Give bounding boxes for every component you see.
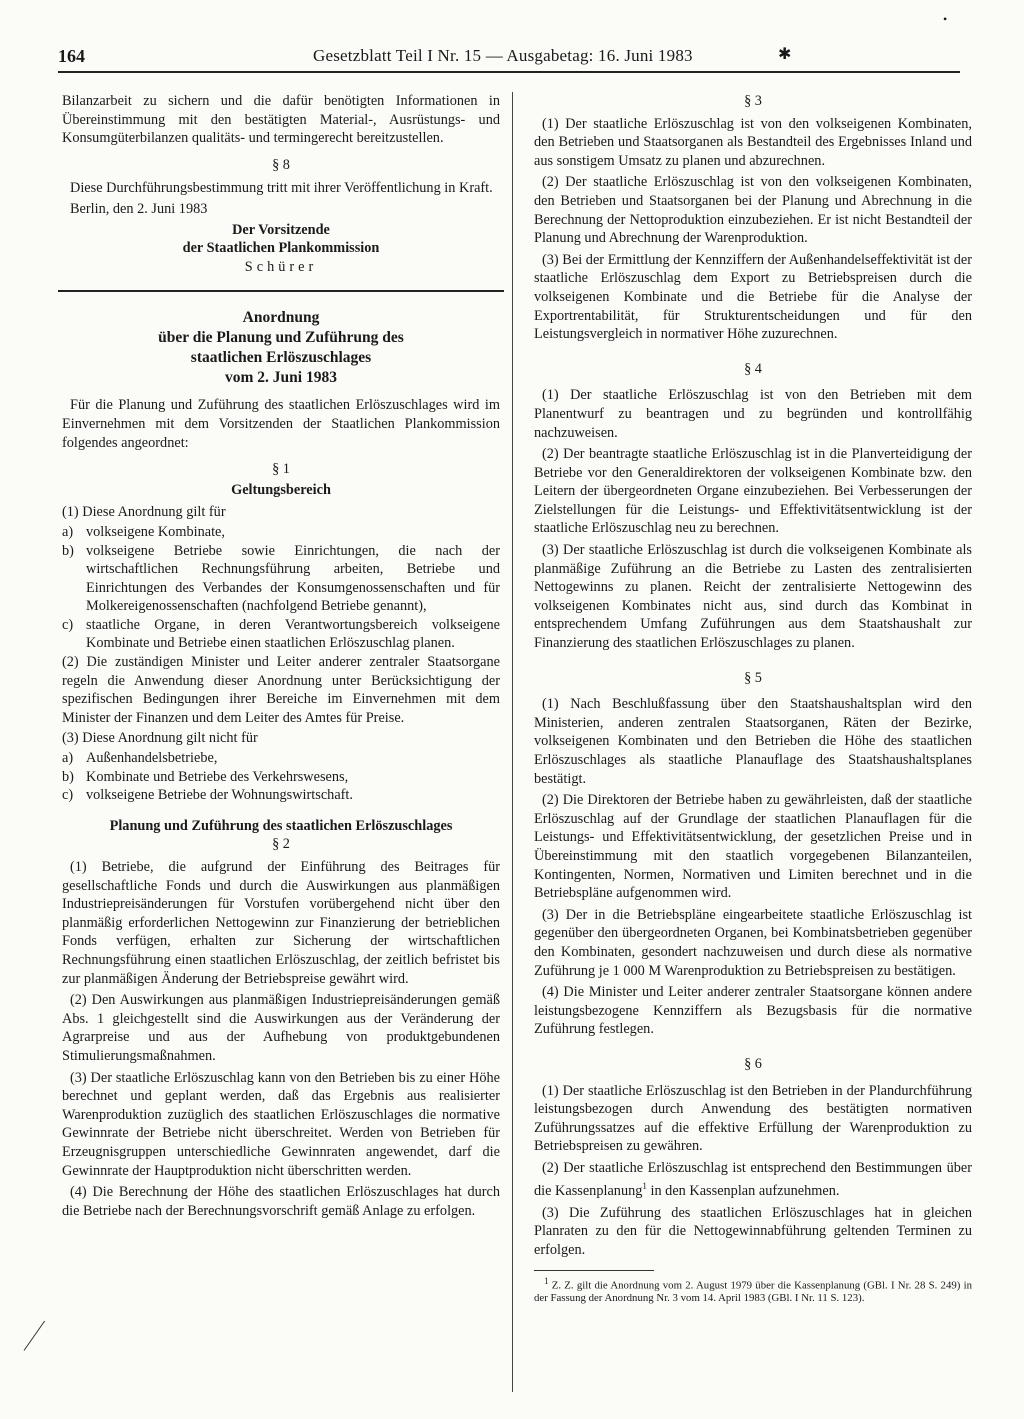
section-1-list-1 [62,523,500,653]
section-5-para-2: (2) Die Direktoren der Betriebe haben zu gewährleisten, daß der staatliche Erlöszuschlag auf der Grundlage der staatlichen Planauflagen für die Leistungs- und Effektivitätsentwicklung, der gesetzlichen Preise und in Übereinstimmung mit den staatlich vorgegebenen Bilanzanteilen, Kontingenten, Normen, Normativen und Limiten berechnet und in die Betriebspläne aufgenommen wird. [534,792,972,902]
ordinance-title-line-1: Anordnung [242,309,320,327]
list-item: b) volkseigene Betriebe sowie Einrichtungen, die nach der wirtschaftlichen Rechnungsführung arbeiten, Betriebe und Einrichtungen des Verbandes der Konsumgenossenschaften und für Molkereigenossenschaften (nachfolgend Betriebe genannt), [62,542,500,615]
section-5-title: § 5 [744,669,762,686]
signature-line-1: Der Vorsitzende [232,221,330,238]
section-6-title: § 6 [744,1055,762,1072]
section-4-title: § 4 [744,360,762,377]
section-8-title: § 8 [272,156,290,173]
section-4-para-3: (3) Der staatliche Erlöszuschlag ist durch die volkseigenen Kombinate als planmäßige Zuführung an die Betriebe zu Lasten des zentralisierten Nettogewinns zu planen. Reicht der zentralisierte Nettogewinn des volkseigenen Kombinates nicht aus, sind durch das Kombinat in entsprechendem Umfang Zuführungen aus dem Staatshaushalt zur Finanzierung des staatlichen Erlöszuschlages zu planen. [534,542,972,652]
list-item: c) volkseigene Betriebe der Wohnungswirtschaft. [62,787,353,804]
section-1-heading: Geltungsbereich [231,481,331,498]
section-1-para-1: (1) Diese Anordnung gilt für [62,504,226,521]
page-number: 164 [58,46,85,66]
page-header [58,46,958,70]
section-6-para-1: (1) Der staatliche Erlöszuschlag ist den Betrieben in der Plandurchführung leistungsbezogen durch Anwendung des bestätigten normativen Zuführungssatzes auf die effektive Erfüllung der Warenproduktion zu Betriebspreisen zu gewähren. [534,1082,972,1155]
section-1-para-2: (2) Die zuständigen Minister und Leiter anderer zentraler Staatsorgane regeln die Anwendung dieser Anordnung unter Berücksichtigung der spezifischen Bedingungen ihrer Bereiche im Einvernehmen mit dem Minister der Finanzen und dem Leiter des Amtes für Preise. [62,654,500,726]
ordinance-title-line-4: vom 2. Juni 1983 [225,369,337,387]
section-2-para-3: (3) Der staatliche Erlöszuschlag kann von den Betrieben bis zu einer Höhe berechnet und geplant werden, daß das Ergebnis aus realisierter Warenproduktion zuzüglich des staatlichen Erlöszuschlages die normative Gewinnrate der Betriebe nicht überschreitet. Werden von Betrieben für Erzeugnisgruppen unterschiedliche Gewinnraten angewendet, darf die Gewinnrate der Hauptproduktion nicht überschritten werden. [62,1069,500,1179]
header-rule [58,71,960,73]
section-2-title: § 2 [272,836,290,853]
footnote-rule [534,1270,654,1271]
footnote-reference: 1 [642,1181,647,1192]
ordinance-title [62,308,500,388]
part-heading: Planung und Zuführung des staatlichen Erlöszuschlages [109,817,453,834]
intro-paragraph: Bilanzarbeit zu sichern und die dafür benötigten Informationen in Übereinstimmung mit den bestätigten Material-, Ausrüstungs- und Konsumgüterbilanzen qualitäts- und termingerecht bereitzustellen. [62,93,500,147]
section-3-title: § 3 [744,93,762,109]
list-item: c) staatliche Organe, in deren Verantwortungsbereich volkseigene Kombinate und Betriebe einen staatlichen Erlöszuschlag planen. [62,616,500,652]
section-2-para-1: (1) Betriebe, die aufgrund der Einführung des Beitrages für gesellschaftliche Fonds und durch die Auswirkungen aus planmäßigen Industriepreisänderungen für Vorstufen vorübergehend nicht über den planmäßig erforderlichen Nettogewinn zur Finanzierung der betrieblichen Fonds verfügen, erhalten zur Sicherung der wirtschaftlichen Rechnungsführung einen staatlichen Erlöszuschlag, der zeitlich befristet bis zur planmäßigen Änderung der Betriebspreise gewährt wird. [62,859,500,987]
section-2-para-4: (4) Die Berechnung der Höhe des staatlichen Erlöszuschlages hat durch die Betriebe nach der Berechnungsvorschrift gemäß Anlage zu erfolgen. [62,1184,500,1219]
list-item: a) volkseigene Kombinate, [62,523,225,540]
left-column [62,92,500,1221]
section-3-para-3: (3) Bei der Ermittlung der Kennziffern der Außenhandelseffektivität ist der staatliche Erlöszuschlag dem Export zu Betriebspreisen durch die volkseigenen Kombinate und die Betriebe für die Analyse der Exportrentabilität, für Strukturentscheidungen und für den Leistungsvergleich in normativer Höhe zuzurechnen. [534,251,972,343]
signature-name: Schürer [244,258,318,275]
place-date: Berlin, den 2. Juni 1983 [70,200,208,217]
ink-dot: • [943,12,948,26]
ordinance-title-line-3: staatlichen Erlöszuschlages [190,349,372,367]
section-8-text: Diese Durchführungsbestimmung tritt mit ihrer Veröffentlichung in Kraft. [70,180,493,197]
section-5-para-1: (1) Nach Beschlußfassung über den Staatshaushaltsplan wird den Ministerien, anderen zentralen Staatsorganen, Räten der Bezirke, volkseigenen Kombinaten und den Betrieben die Höhe des staatlichen Erlöszuschlages als staatliche Planauflage des Staatshaushaltsplanes bestätigt. [534,696,972,787]
header-mark: ✱ [778,46,792,63]
section-3-para-2: (2) Der staatliche Erlöszuschlag ist von den volkseigenen Kombinaten, den Betrieben und Staatsorganen bei der Planung und Abrechnung in die Berechnung der Nettoproduktion einzubeziehen. Er ist nicht Bestandteil der Planung und Abrechnung der Warenproduktion. [534,174,972,247]
section-3-para-1: (1) Der staatliche Erlöszuschlag ist von den volkseigenen Kombinaten, den Betrieben und Staatsorganen als Bestandteil des Ergebnisses Inland und aus sonstigem Umsatz zu planen und abzurechnen. [534,115,972,169]
section-1-title: § 1 [272,461,290,478]
right-column [534,92,972,1305]
signature-line-2: der Staatlichen Plankommission [182,240,380,257]
section-4-para-2: (2) Der beantragte staatliche Erlöszuschlag ist in die Planverteidigung der Betriebe vor den Generaldirektoren der volkseigenen Kombinate bzw. den Leitern der übergeordneten Organe einzubeziehen. Bei Verbesserungen der Zielstellungen für die Leistungs- und Effektivitätsentwicklung ist der staatliche Erlöszuschlag neu zu berechnen. [534,446,972,537]
header-title: Gesetzblatt Teil I Nr. 15 — Ausgabetag: 16. Juni 1983 [313,46,693,65]
section-6-para-3: (3) Die Zuführung des staatlichen Erlöszuschlages hat in gleichen Planraten zu den für die Nettogewinnabführung geltenden Terminen zu erfolgen. [534,1204,972,1259]
section-6-para-2: (2) Der staatliche Erlöszuschlag ist entsprechend den Bestimmungen über die Kassenplanung$^1$ in den Kassenplan aufzunehmen. [534,1159,972,1200]
preamble: Für die Planung und Zuführung des staatlichen Erlöszuschlages wird im Einvernehmen mit dem Vorsitzenden der Staatlichen Plankommission folgendes angeordnet: [62,397,500,451]
section-1-list-2 [62,749,500,805]
section-2-para-2: (2) Den Auswirkungen aus planmäßigen Industriepreisänderungen gemäß Abs. 1 gleichgestellt sind die Auswirkungen aus der Veränderung der Agrarpreise und aus der Aufhebung von produktgebundenen Stimulierungsmaßnahmen. [62,992,500,1064]
ordinance-title-line-2: über die Planung und Zuführung des [158,329,404,347]
list-item: a) Außenhandelsbetriebe, [62,750,218,767]
margin-mark [24,1321,45,1351]
footnote: $^1$ Z. Z. gilt die Anordnung vom 2. August 1979 über die Kassenplanung (GBl. I Nr. 28 S. 249) in der Fassung der Anordnung Nr. 3 vom 14. April 1983 (GBl. I Nr. 11 S. 123). [534,1275,972,1305]
section-rule [58,290,504,292]
section-5-para-3: (3) Der in die Betriebspläne eingearbeitete staatliche Erlöszuschlag ist gegenüber den übergeordneten Organen, bei Kombinatsbetrieben gegenüber den Kombinaten, gesondert nachzuweisen und durch diese als normative Zuführung je 1 000 M Warenproduktion zu Betriebspreisen zu bestätigen. [534,906,972,979]
column-divider [512,92,513,1392]
section-5-para-4: (4) Die Minister und Leiter anderer zentraler Staatsorgane können andere leistungsbezogene Kennziffern als Bezugsbasis für die normative Zuführung festlegen. [534,984,972,1038]
list-item: b) Kombinate und Betriebe des Verkehrswesens, [62,768,349,785]
section-1-para-3: (3) Diese Anordnung gilt nicht für [62,730,258,747]
section-4-para-1: (1) Der staatliche Erlöszuschlag ist von den Betrieben mit dem Planentwurf zu beantragen und zu begründen und kontrollfähig nachzuweisen. [534,387,972,441]
